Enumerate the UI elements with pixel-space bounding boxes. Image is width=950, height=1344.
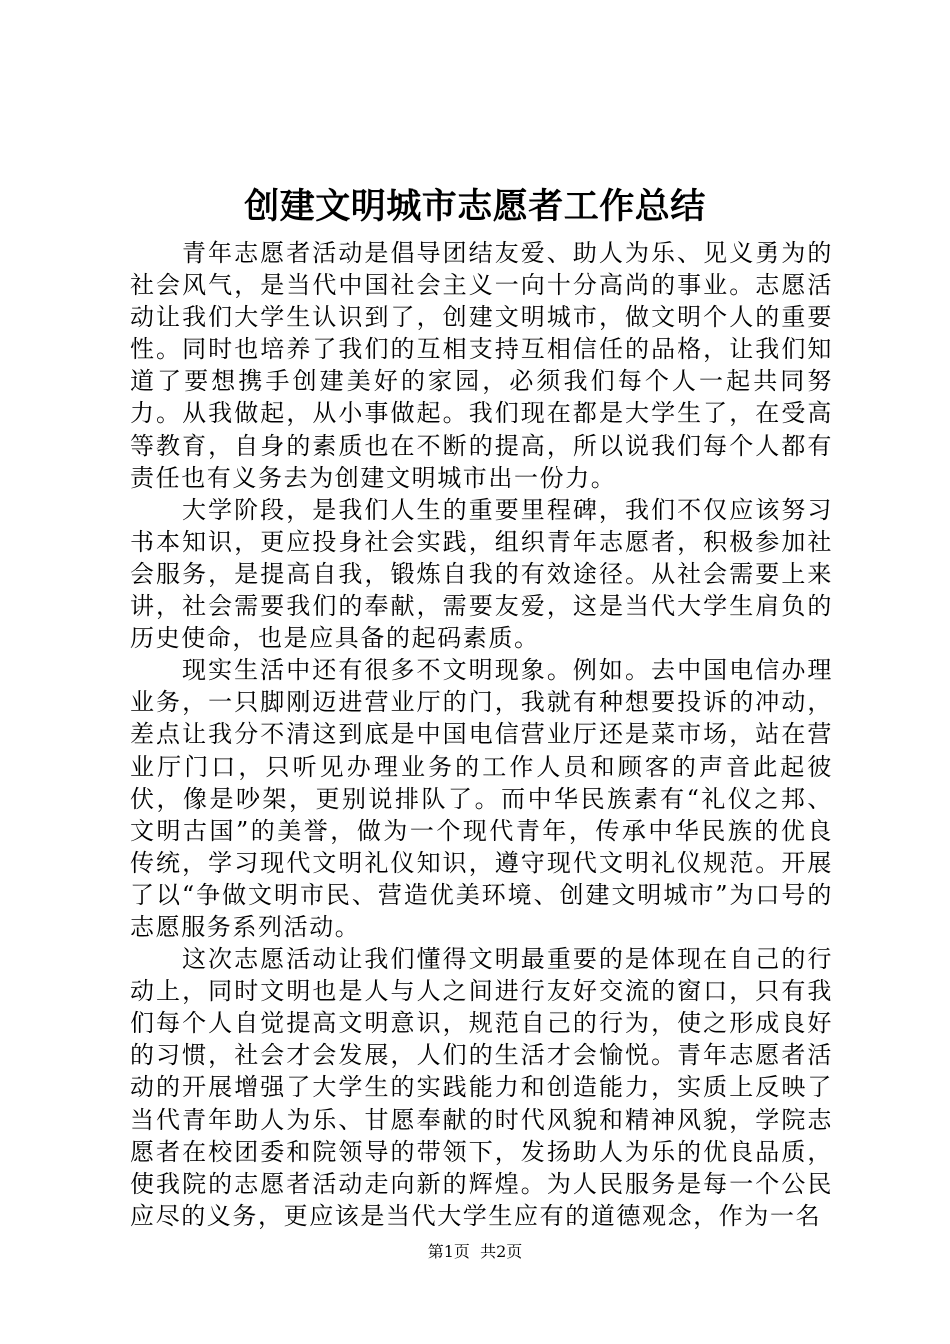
document-body (130, 237, 833, 1232)
document-title: 创建文明城市志愿者工作总结 (244, 186, 706, 227)
page-footer (0, 1241, 950, 1263)
paragraph-4: 这次志愿活动让我们懂得文明最重要的是体现在自己的行动上，同时文明也是人与人之间进行友好交流的窗口，只有我们每个人自觉提高文明意识，规范自己的行为，使之形成良好的习惯，社会才会发展，人们的生活才会愉悦。青年志愿者活动的开展增强了大学生的实践能力和创造能力，实质上反映了当代青年助人为乐、甘愿奉献的时代风貌和精神风貌，学院志愿者在校团委和院领导的带领下，发扬助人为乐的优良品质，使我院的志愿者活动走向新的辉煌。为人民服务是每一个公民应尽的义务，更应该是当代大学生应有的道德观念，作为一名 (130, 945, 833, 1230)
paragraph-2: 大学阶段，是我们人生的重要里程碑，我们不仅应该努习书本知识，更应投身社会实践，组织青年志愿者，积极参加社会服务，是提高自我，锻炼自我的有效途径。从社会需要上来讲，社会需要我们的奉献，需要友爱，这是当代大学生肩负的历史使命，也是应具备的起码素质。 (130, 495, 833, 653)
page-total: 共2页 (480, 1242, 523, 1261)
paragraph-3: 现实生活中还有很多不文明现象。例如。去中国电信办理业务，一只脚刚迈进营业厅的门，我就有种想要投诉的冲动，差点让我分不清这到底是中国电信营业厅还是菜市场，站在营业厅门口，只听见办理业务的工作人员和顾客的声音此起彼伏，像是吵架，更别说排队了。而中华民族素有“礼仪之邦、文明古国”的美誉，做为一个现代青年，传承中华民族的优良传统，学习现代文明礼仪知识，遵守现代文明礼仪规范。开展了以“争做文明市民、营造优美环境、创建文明城市”为口号的志愿服务系列活动。 (130, 656, 833, 941)
paragraph-1: 青年志愿者活动是倡导团结友爱、助人为乐、见义勇为的社会风气，是当代中国社会主义一向十分高尚的事业。志愿活动让我们大学生认识到了，创建文明城市，做文明个人的重要性。同时也培养了我们的互相支持互相信任的品格，让我们知道了要想携手创建美好的家园，必须我们每个人一起共同努力。从我做起，从小事做起。我们现在都是大学生了，在受高等教育，自身的素质也在不断的提高，所以说我们每个人都有责任也有义务去为创建文明城市出一份力。 (130, 239, 833, 492)
page-number: 第1页 (427, 1242, 470, 1261)
